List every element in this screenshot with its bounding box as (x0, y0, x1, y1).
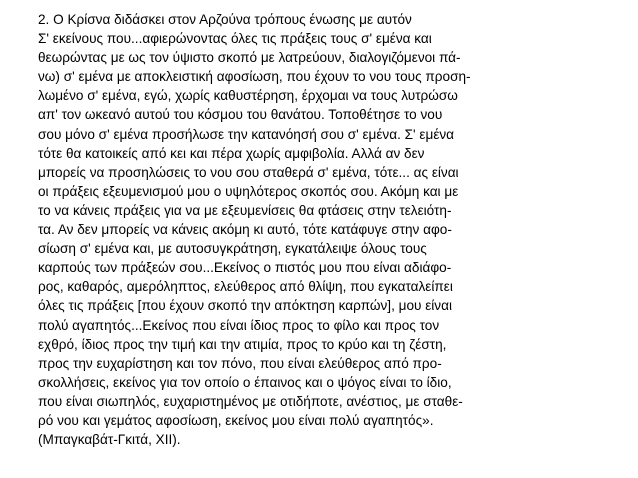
text-line: τότε θα κατοικείς από κει και πέρα χωρίς αμφιβολία. Αλλά αν δεν (38, 145, 425, 161)
text-line: εχθρό, ίδιος προς την τιμή και την ατιμία, προς το κρύο και τη ζέστη, (38, 336, 447, 352)
text-line: λωμένο σ' εμένα, εγώ, χωρίς καθυστέρηση, έρχομαι να τους λυτρώσω (38, 88, 458, 104)
heading-line: 2. Ο Κρίσνα διδάσκει στον Αρζούνα τρόπους ένωσης με αυτόν (38, 12, 412, 27)
text-line: μπορείς να προσηλώσεις το νου σου σταθερά σ' εμένα, τότε... ας είναι (38, 164, 459, 180)
text-line: προς την ευχαρίστηση και τον πόνο, που είναι ελεύθερος από προ- (38, 355, 442, 371)
text-line: νω) σ' εμένα με αποκλειστική αφοσίωση, που έχουν το νου τους προση- (38, 69, 471, 85)
text-line: σίωση σ' εμένα και, με αυτοσυγκράτηση, εγκατάλειψε όλους τους (38, 241, 427, 257)
text-line: σου μόνο σ' εμένα προσήλωσε την κατανόησή σου σ' εμένα. Σ' εμένα (38, 126, 455, 142)
text-line: καρπούς των πράξεών σου...Εκείνος ο πιστός μου που είναι αδιάφο- (38, 260, 452, 276)
text-line: ρό νου και γεμάτος αφοσίωση, εκείνος μου είναι πολύ αγαπητός». (38, 412, 434, 428)
text-line: ρος, καθαρός, αμερόληπτος, ελεύθερος από θλίψη, που εγκαταλείπει (38, 279, 453, 295)
text-line: απ' τον ωκεανό αυτού του κόσμου του θανάτου. Τοποθέτησε το νου (38, 107, 443, 123)
text-line: το να κάνεις πράξεις για να με εξευμενίσεις θα φτάσεις στην τελειότη- (38, 202, 452, 218)
text-line: σκολλήσεις, εκείνος για τον οποίο ο έπαινος και ο ψόγος είναι το ίδιο, (38, 374, 452, 390)
text-line: όλες τις πράξεις [που έχουν σκοπό την απόκτηση καρπών], μου είναι (38, 298, 452, 314)
body-text (38, 10, 618, 449)
text-line: οι πράξεις εξευμενισμού μου ο υψηλότερος σκοπός σου. Ακόμη και με (38, 183, 459, 199)
text-line: θεωρώντας με ως τον ύψιστο σκοπό με λατρεύουν, διαλογιζόμενοι πά- (38, 50, 461, 66)
text-line: Σ' εκείνους που...αφιερώνοντας όλες τις πράξεις τους σ' εμένα και (38, 31, 432, 47)
citation-line: (Μπαγκαβάτ-Γκιτά, XII). (38, 432, 181, 448)
text-line: πολύ αγαπητός...Εκείνος που είναι ίδιος προς το φίλο και προς τον (38, 317, 440, 333)
text-line: που είναι σιωπηλός, ευχαριστημένος με οτιδήποτε, ανέστιος, με σταθε- (38, 393, 463, 409)
text-line: τα. Αν δεν μπορείς να κάνεις ακόμη κι αυτό, τότε κατάφυγε στην αφο- (38, 222, 452, 238)
